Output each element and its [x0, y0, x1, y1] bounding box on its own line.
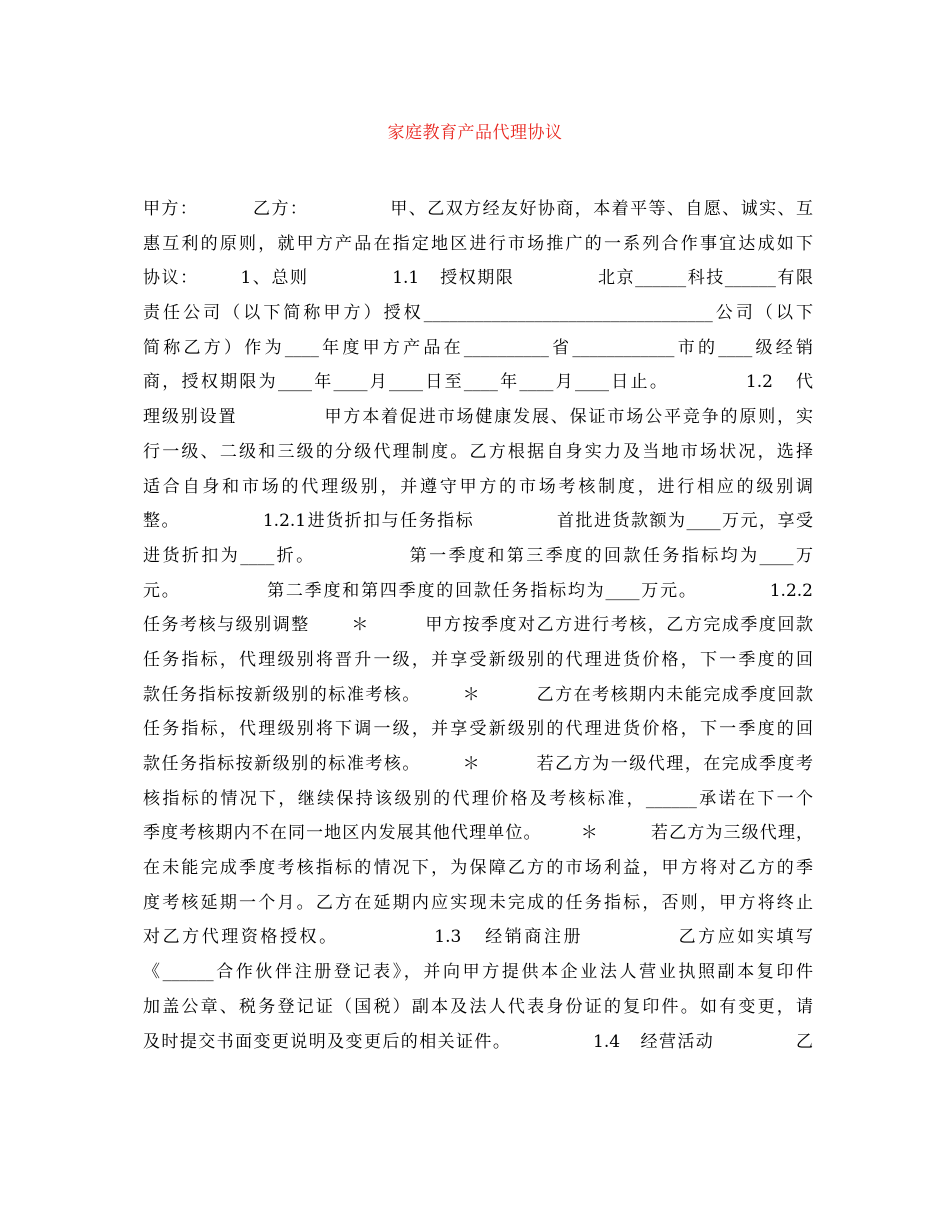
text-line: 核指标的情况下，继续保持该级别的代理价格及考核标准，______承诺在下一个: [143, 788, 813, 809]
text-line: 季度考核期内不在同一地区内发展其他代理单位。 ＊ 若乙方为三级代理，: [143, 823, 813, 844]
text-line: 适合自身和市场的代理级别，并遵守甲方的市场考核制度，进行相应的级别调: [143, 476, 813, 497]
text-line: 对乙方代理资格授权。 1.3 经销商注册 乙方应如实填写: [143, 927, 813, 948]
text-line: 《______合作伙伴注册登记表》，并向甲方提供本企业法人营业执照副本复印件: [143, 962, 813, 983]
text-line: 任务指标，代理级别将下调一级，并享受新级别的代理进货价格，下一季度的回: [143, 719, 813, 740]
text-line: 进货折扣为____折。 第一季度和第三季度的回款任务指标均为____万: [143, 545, 813, 566]
text-line: 任务指标，代理级别将晋升一级，并享受新级别的代理进货价格，下一季度的回: [143, 649, 813, 670]
text-line: 度考核延期一个月。乙方在延期内应实现未完成的任务指标，否则，甲方将终止: [143, 892, 813, 913]
text-line: 在未能完成季度考核指标的情况下，为保障乙方的市场利益，甲方将对乙方的季: [143, 858, 813, 879]
text-line: 责任公司（以下简称甲方）授权__________________________________公司（以下: [143, 303, 813, 324]
text-line: 商，授权期限为____年____月____日至____年____月____日止。 1.2 代: [143, 372, 813, 393]
text-line: 整。 1.2.1进货折扣与任务指标 首批进货款额为____万元，享受: [143, 511, 813, 532]
text-line: 任务考核与级别调整 ＊ 甲方按季度对乙方进行考核，乙方完成季度回款: [143, 615, 813, 636]
text-line: 及时提交书面变更说明及变更后的相关证件。 1.4 经营活动 乙: [143, 1031, 813, 1052]
text-line: 理级别设置 甲方本着促进市场健康发展、保证市场公平竞争的原则，实: [143, 407, 813, 428]
document-title: 家庭教育产品代理协议: [387, 123, 563, 143]
text-line: 元。 第二季度和第四季度的回款任务指标均为____万元。 1.2.2: [143, 580, 813, 601]
text-line: 款任务指标按新级别的标准考核。 ＊ 乙方在考核期内未能完成季度回款: [143, 684, 813, 705]
text-line: 协议： 1、总则 1.1 授权期限 北京______科技______有限: [143, 268, 813, 289]
text-line: 惠互利的原则，就甲方产品在指定地区进行市场推广的一系列合作事宜达成如下: [143, 233, 813, 254]
text-line: 款任务指标按新级别的标准考核。 ＊ 若乙方为一级代理，在完成季度考: [143, 754, 813, 774]
text-line: 行一级、二级和三级的分级代理制度。乙方根据自身实力及当地市场状况，选择: [143, 441, 813, 462]
text-line: 加盖公章、税务登记证（国税）副本及法人代表身份证的复印件。如有变更，请: [143, 996, 813, 1017]
agreement-body: [143, 192, 813, 1059]
text-line: 甲方： 乙方： 甲、乙双方经友好协商，本着平等、自愿、诚实、互: [143, 199, 813, 219]
text-line: 简称乙方）作为____年度甲方产品在__________省____________市的____级经销: [143, 337, 813, 358]
